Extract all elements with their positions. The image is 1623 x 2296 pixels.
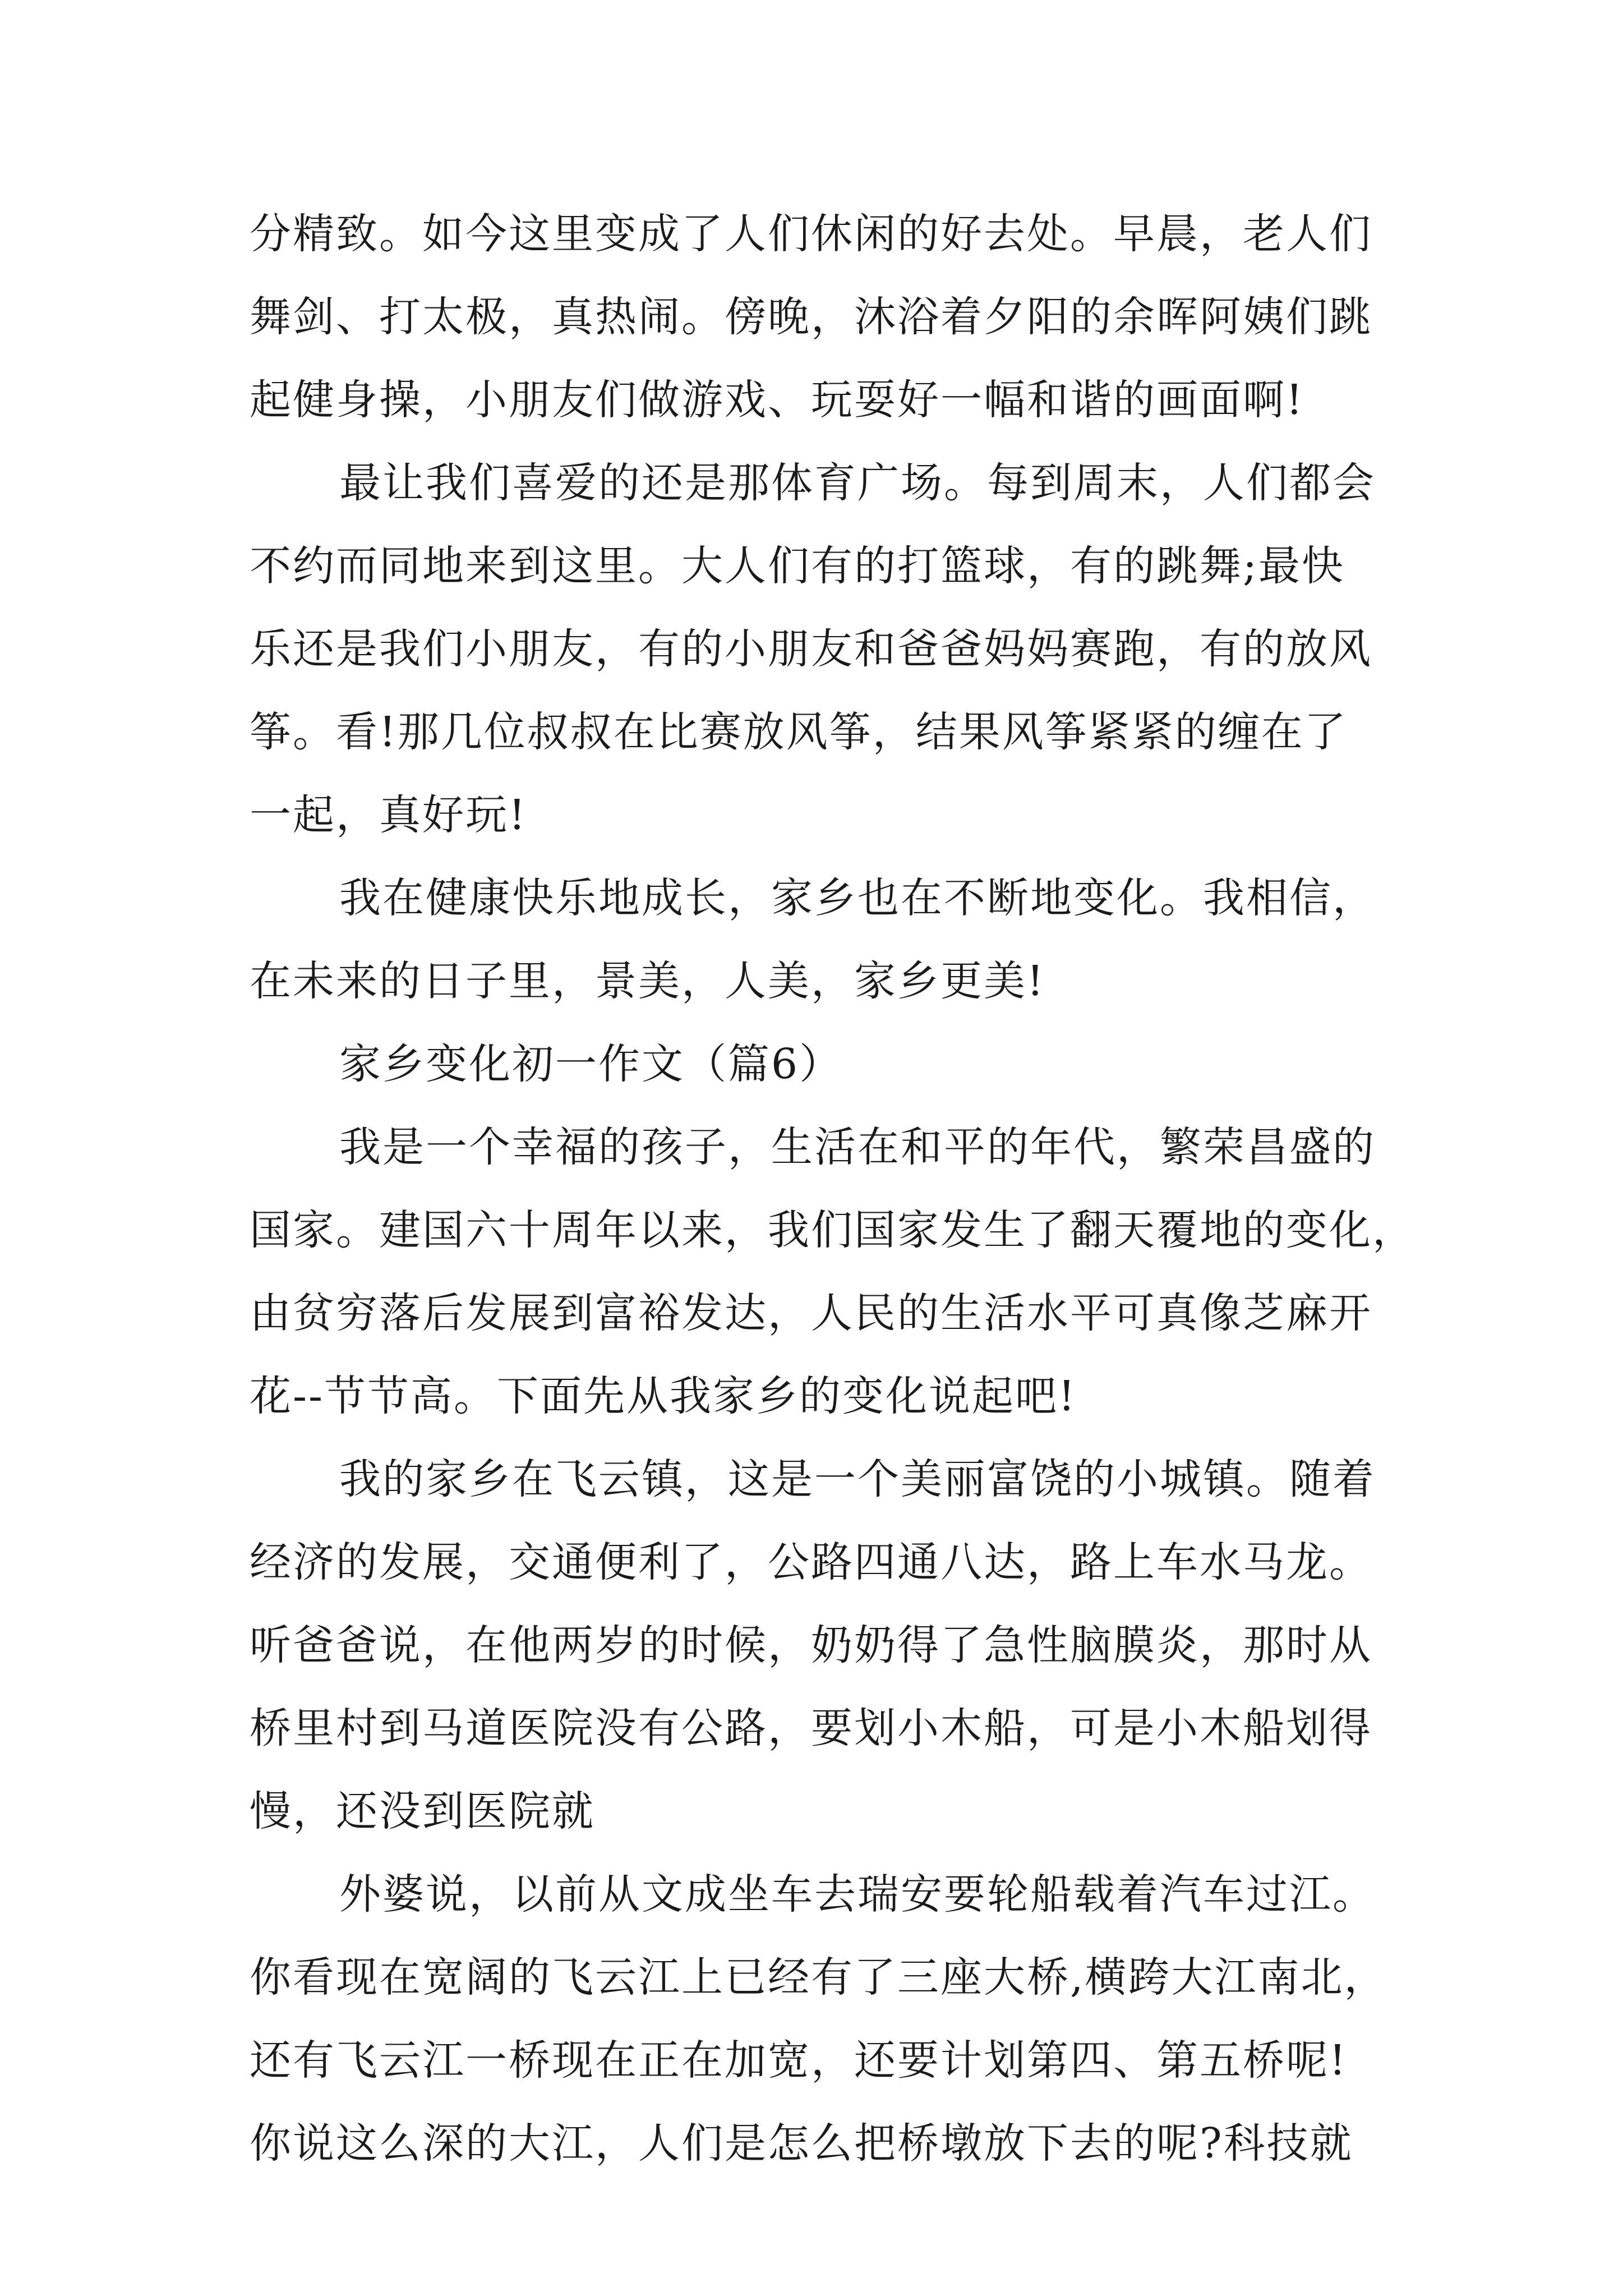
text-line-8: 一起，真好玩! (250, 791, 527, 839)
text-line-13: 国家。建国六十周年以来，我们国家发生了翻天覆地的变化， (250, 1206, 1415, 1254)
text-line-10: 在未来的日子里，景美，人美，家乡更美! (250, 957, 1045, 1005)
text-line-6: 乐还是我们小朋友，有的小朋友和爸爸妈妈赛跑，有的放风 (250, 625, 1372, 673)
text-line-3: 起健身操，小朋友们做游戏、玩耍好一幅和谐的画面啊! (250, 376, 1304, 424)
text-line-2: 舞剑、打太极，真热闹。傍晚，沐浴着夕阳的余晖阿姨们跳 (250, 293, 1372, 341)
text-line-19: 桥里村到马道医院没有公路，要划小木船，可是小木船划得 (250, 1704, 1372, 1752)
text-line-23: 还有飞云江一桥现在正在加宽，还要计划第四、第五桥呢! (250, 2036, 1348, 2085)
text-line-9: 我在健康快乐地成长，家乡也在不断地变化。我相信， (339, 874, 1376, 922)
text-line-5: 不约而同地来到这里。大人们有的打篮球，有的跳舞;最快 (250, 542, 1345, 590)
text-line-4: 最让我们喜爱的还是那体育广场。每到周末，人们都会 (339, 459, 1376, 507)
text-line-18: 听爸爸说，在他两岁的时候，奶奶得了急性脑膜炎，那时从 (250, 1621, 1372, 1669)
text-line-14: 由贫穷落后发展到富裕发达，人民的生活水平可真像芝麻开 (250, 1289, 1372, 1337)
text-line-15: 花--节节高。下面先从我家乡的变化说起吧! (250, 1372, 1077, 1420)
text-line-20: 慢，还没到医院就 (250, 1787, 595, 1835)
text-line-1: 分精致。如今这里变成了人们休闲的好去处。早晨，老人们 (250, 210, 1372, 258)
text-line-12: 我是一个幸福的孩子，生活在和平的年代，繁荣昌盛的 (339, 1123, 1376, 1171)
section-heading: 家乡变化初一作文（篇6） (339, 1040, 843, 1088)
text-line-22: 你看现在宽阔的飞云江上已经有了三座大桥,横跨大江南北， (250, 1953, 1387, 2001)
text-line-17: 经济的发展，交通便利了，公路四通八达，路上车水马龙。 (250, 1538, 1372, 1586)
text-line-16: 我的家乡在飞云镇，这是一个美丽富饶的小城镇。随着 (339, 1455, 1376, 1503)
text-line-24: 你说这么深的大江，人们是怎么把桥墩放下去的呢?科技就 (250, 2119, 1353, 2168)
text-line-7: 筝。看!那几位叔叔在比赛放风筝，结果风筝紧紧的缠在了 (250, 708, 1348, 756)
text-line-21: 外婆说，以前从文成坐车去瑞安要轮船载着汽车过江。 (339, 1870, 1376, 1918)
